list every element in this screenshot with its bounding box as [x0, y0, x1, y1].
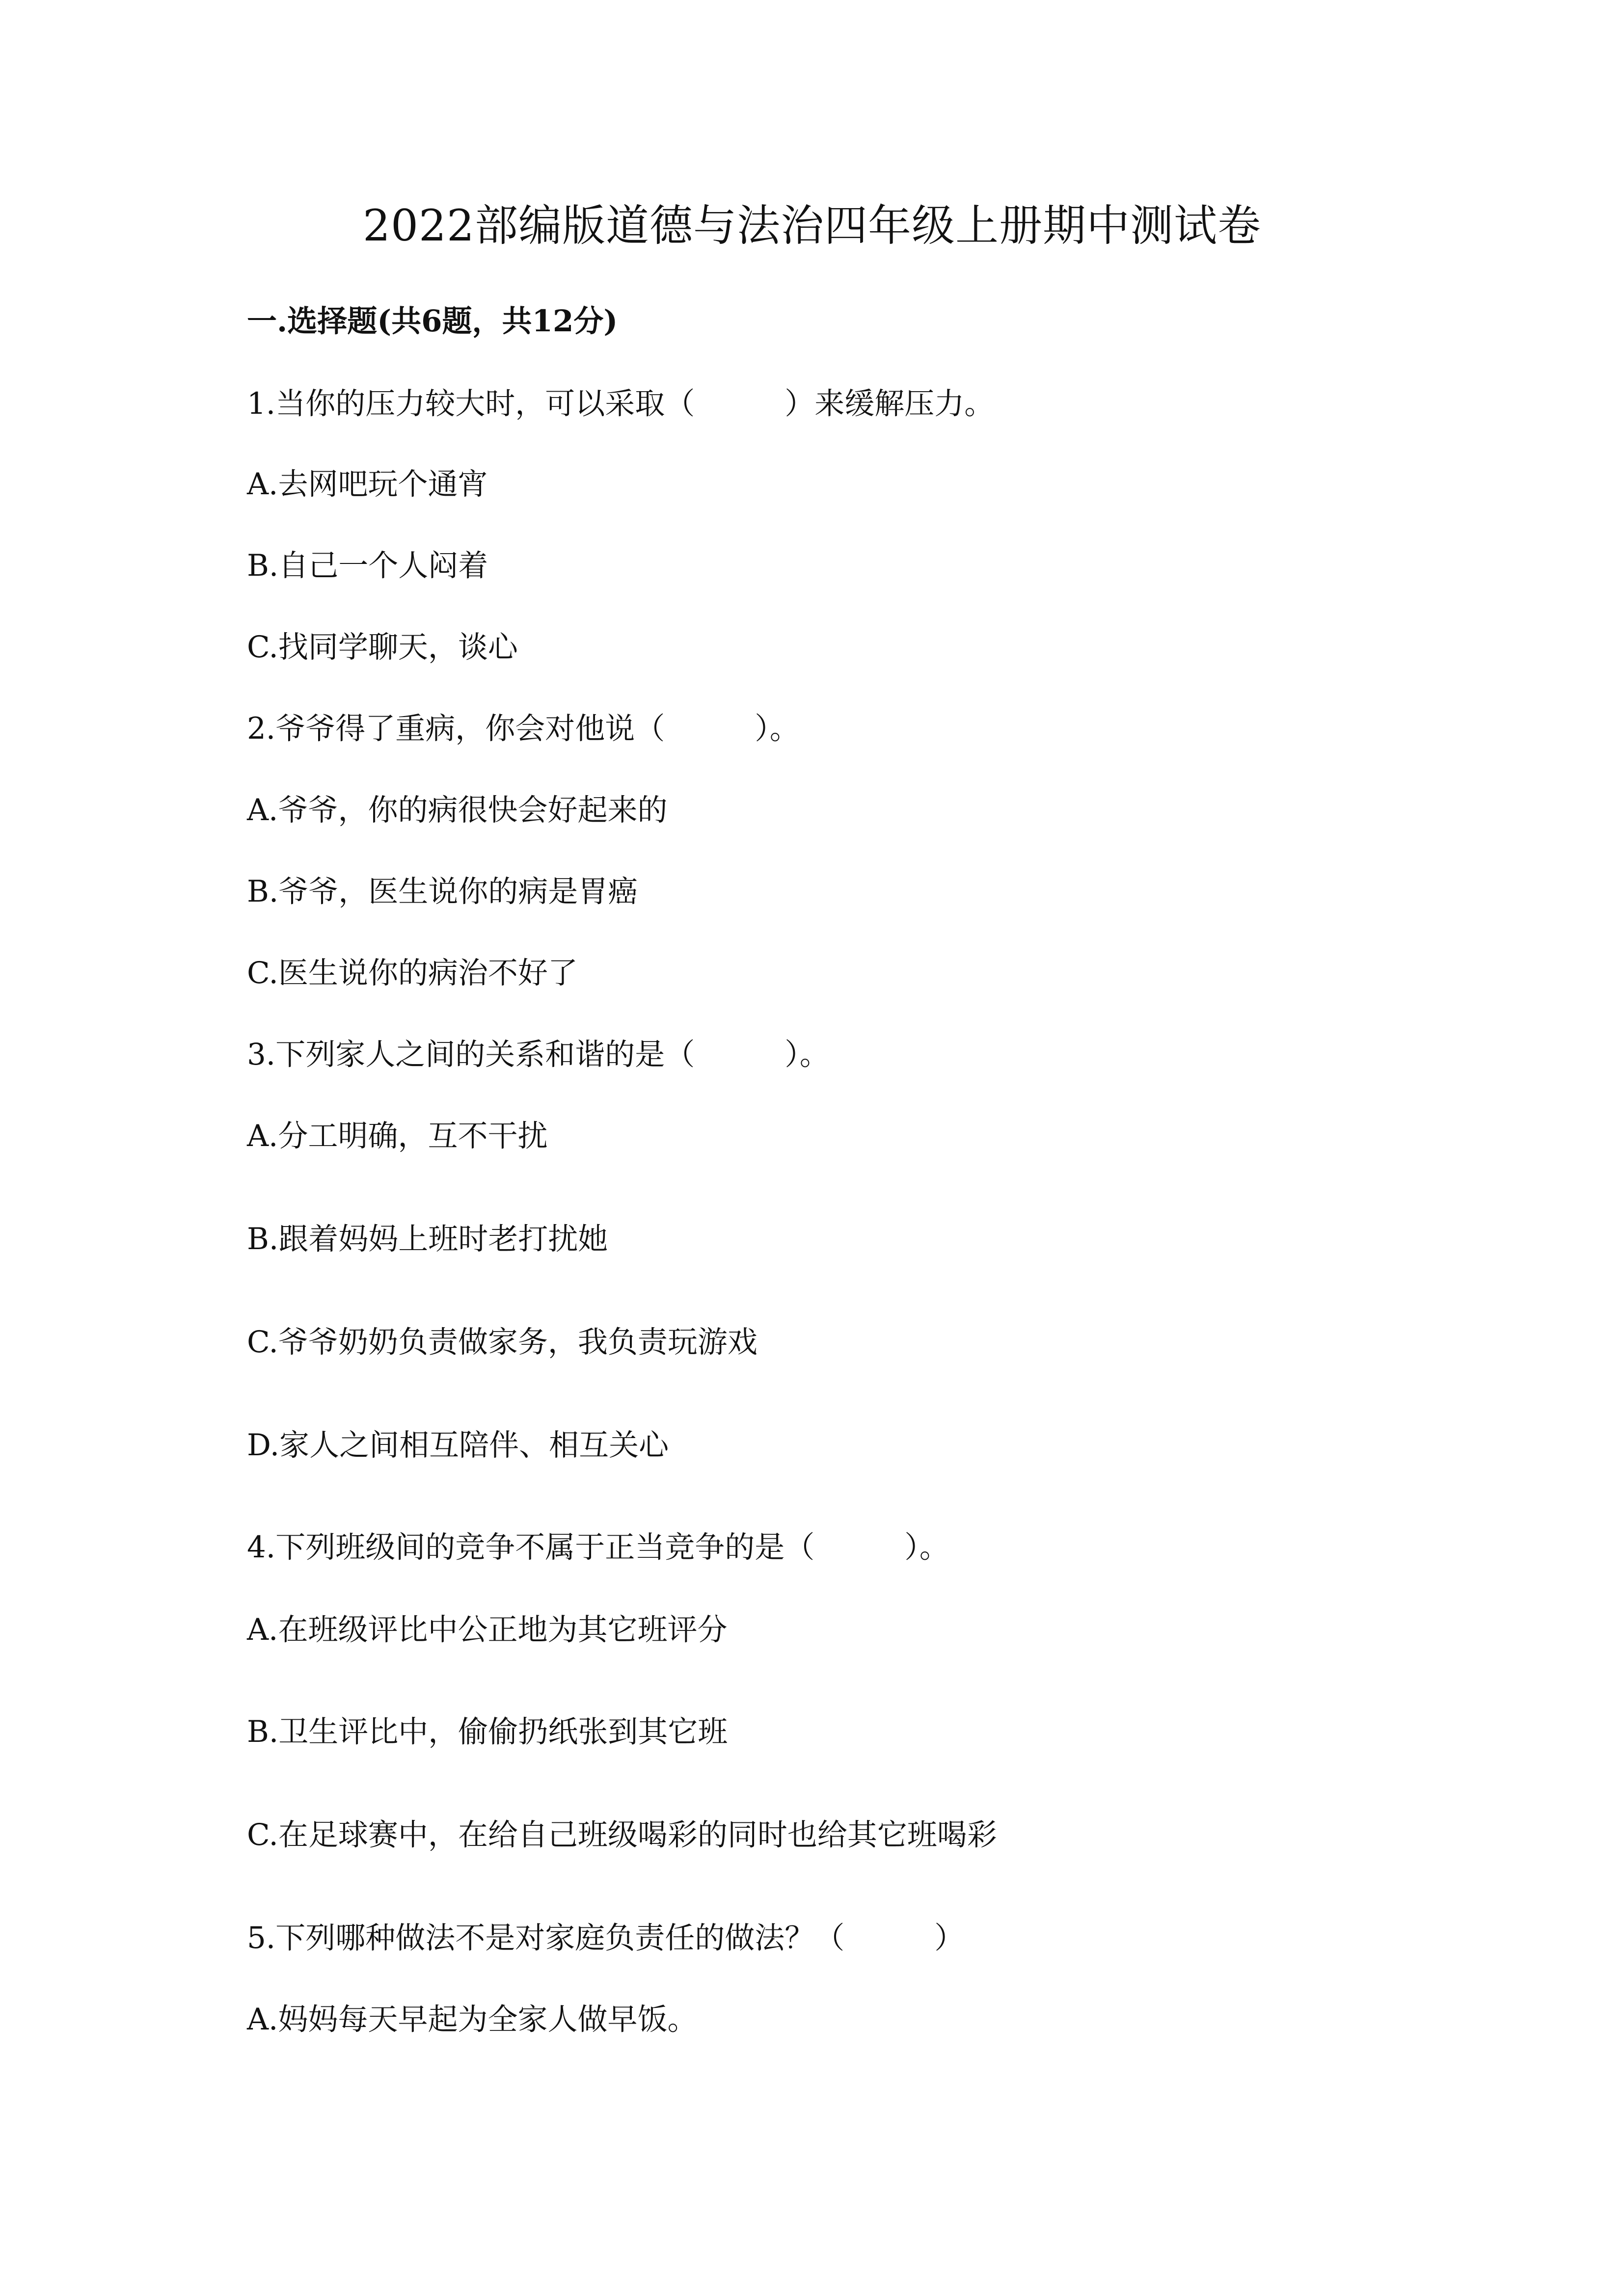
question-2-stem: 2.爷爷得了重病，你会对他说（ ）。 — [247, 711, 800, 746]
page-title: 2022部编版道德与法治四年级上册期中测试卷 — [363, 200, 1261, 251]
question-5-stem: 5.下列哪种做法不是对家庭负责任的做法？（ ） — [247, 1921, 965, 1955]
question-4-option-b: B.卫生评比中，偷偷扔纸张到其它班 — [247, 1714, 728, 1749]
question-2-option-c: C.医生说你的病治不好了 — [247, 956, 578, 990]
question-2-option-b: B.爷爷，医生说你的病是胃癌 — [247, 874, 638, 909]
question-1-option-b: B.自己一个人闷着 — [247, 548, 488, 583]
question-3-option-b: B.跟着妈妈上班时老打扰她 — [247, 1222, 608, 1256]
question-1-stem: 1.当你的压力较大时，可以采取（ ）来缓解压力。 — [247, 386, 995, 421]
question-3-option-c: C.爷爷奶奶负责做家务，我负责玩游戏 — [247, 1325, 758, 1360]
question-4-option-a: A.在班级评比中公正地为其它班评分 — [247, 1612, 728, 1647]
question-4-stem: 4.下列班级间的竞争不属于正当竞争的是（ ）。 — [247, 1530, 949, 1565]
question-1-option-a: A.去网吧玩个通宵 — [247, 467, 488, 502]
question-4-option-c: C.在足球赛中，在给自己班级喝彩的同时也给其它班喝彩 — [247, 1817, 997, 1852]
question-1-option-c: C.找同学聊天，谈心 — [247, 630, 518, 665]
question-5-option-a: A.妈妈每天早起为全家人做早饭。 — [247, 2002, 698, 2037]
question-3-option-a: A.分工明确，互不干扰 — [247, 1119, 548, 1153]
section-heading: 一.选择题(共6题，共12分) — [247, 304, 618, 339]
question-2-option-a: A.爷爷，你的病很快会好起来的 — [247, 793, 668, 828]
question-3-option-d: D.家人之间相互陪伴、相互关心 — [247, 1428, 669, 1463]
question-3-stem: 3.下列家人之间的关系和谐的是（ ）。 — [247, 1037, 830, 1072]
